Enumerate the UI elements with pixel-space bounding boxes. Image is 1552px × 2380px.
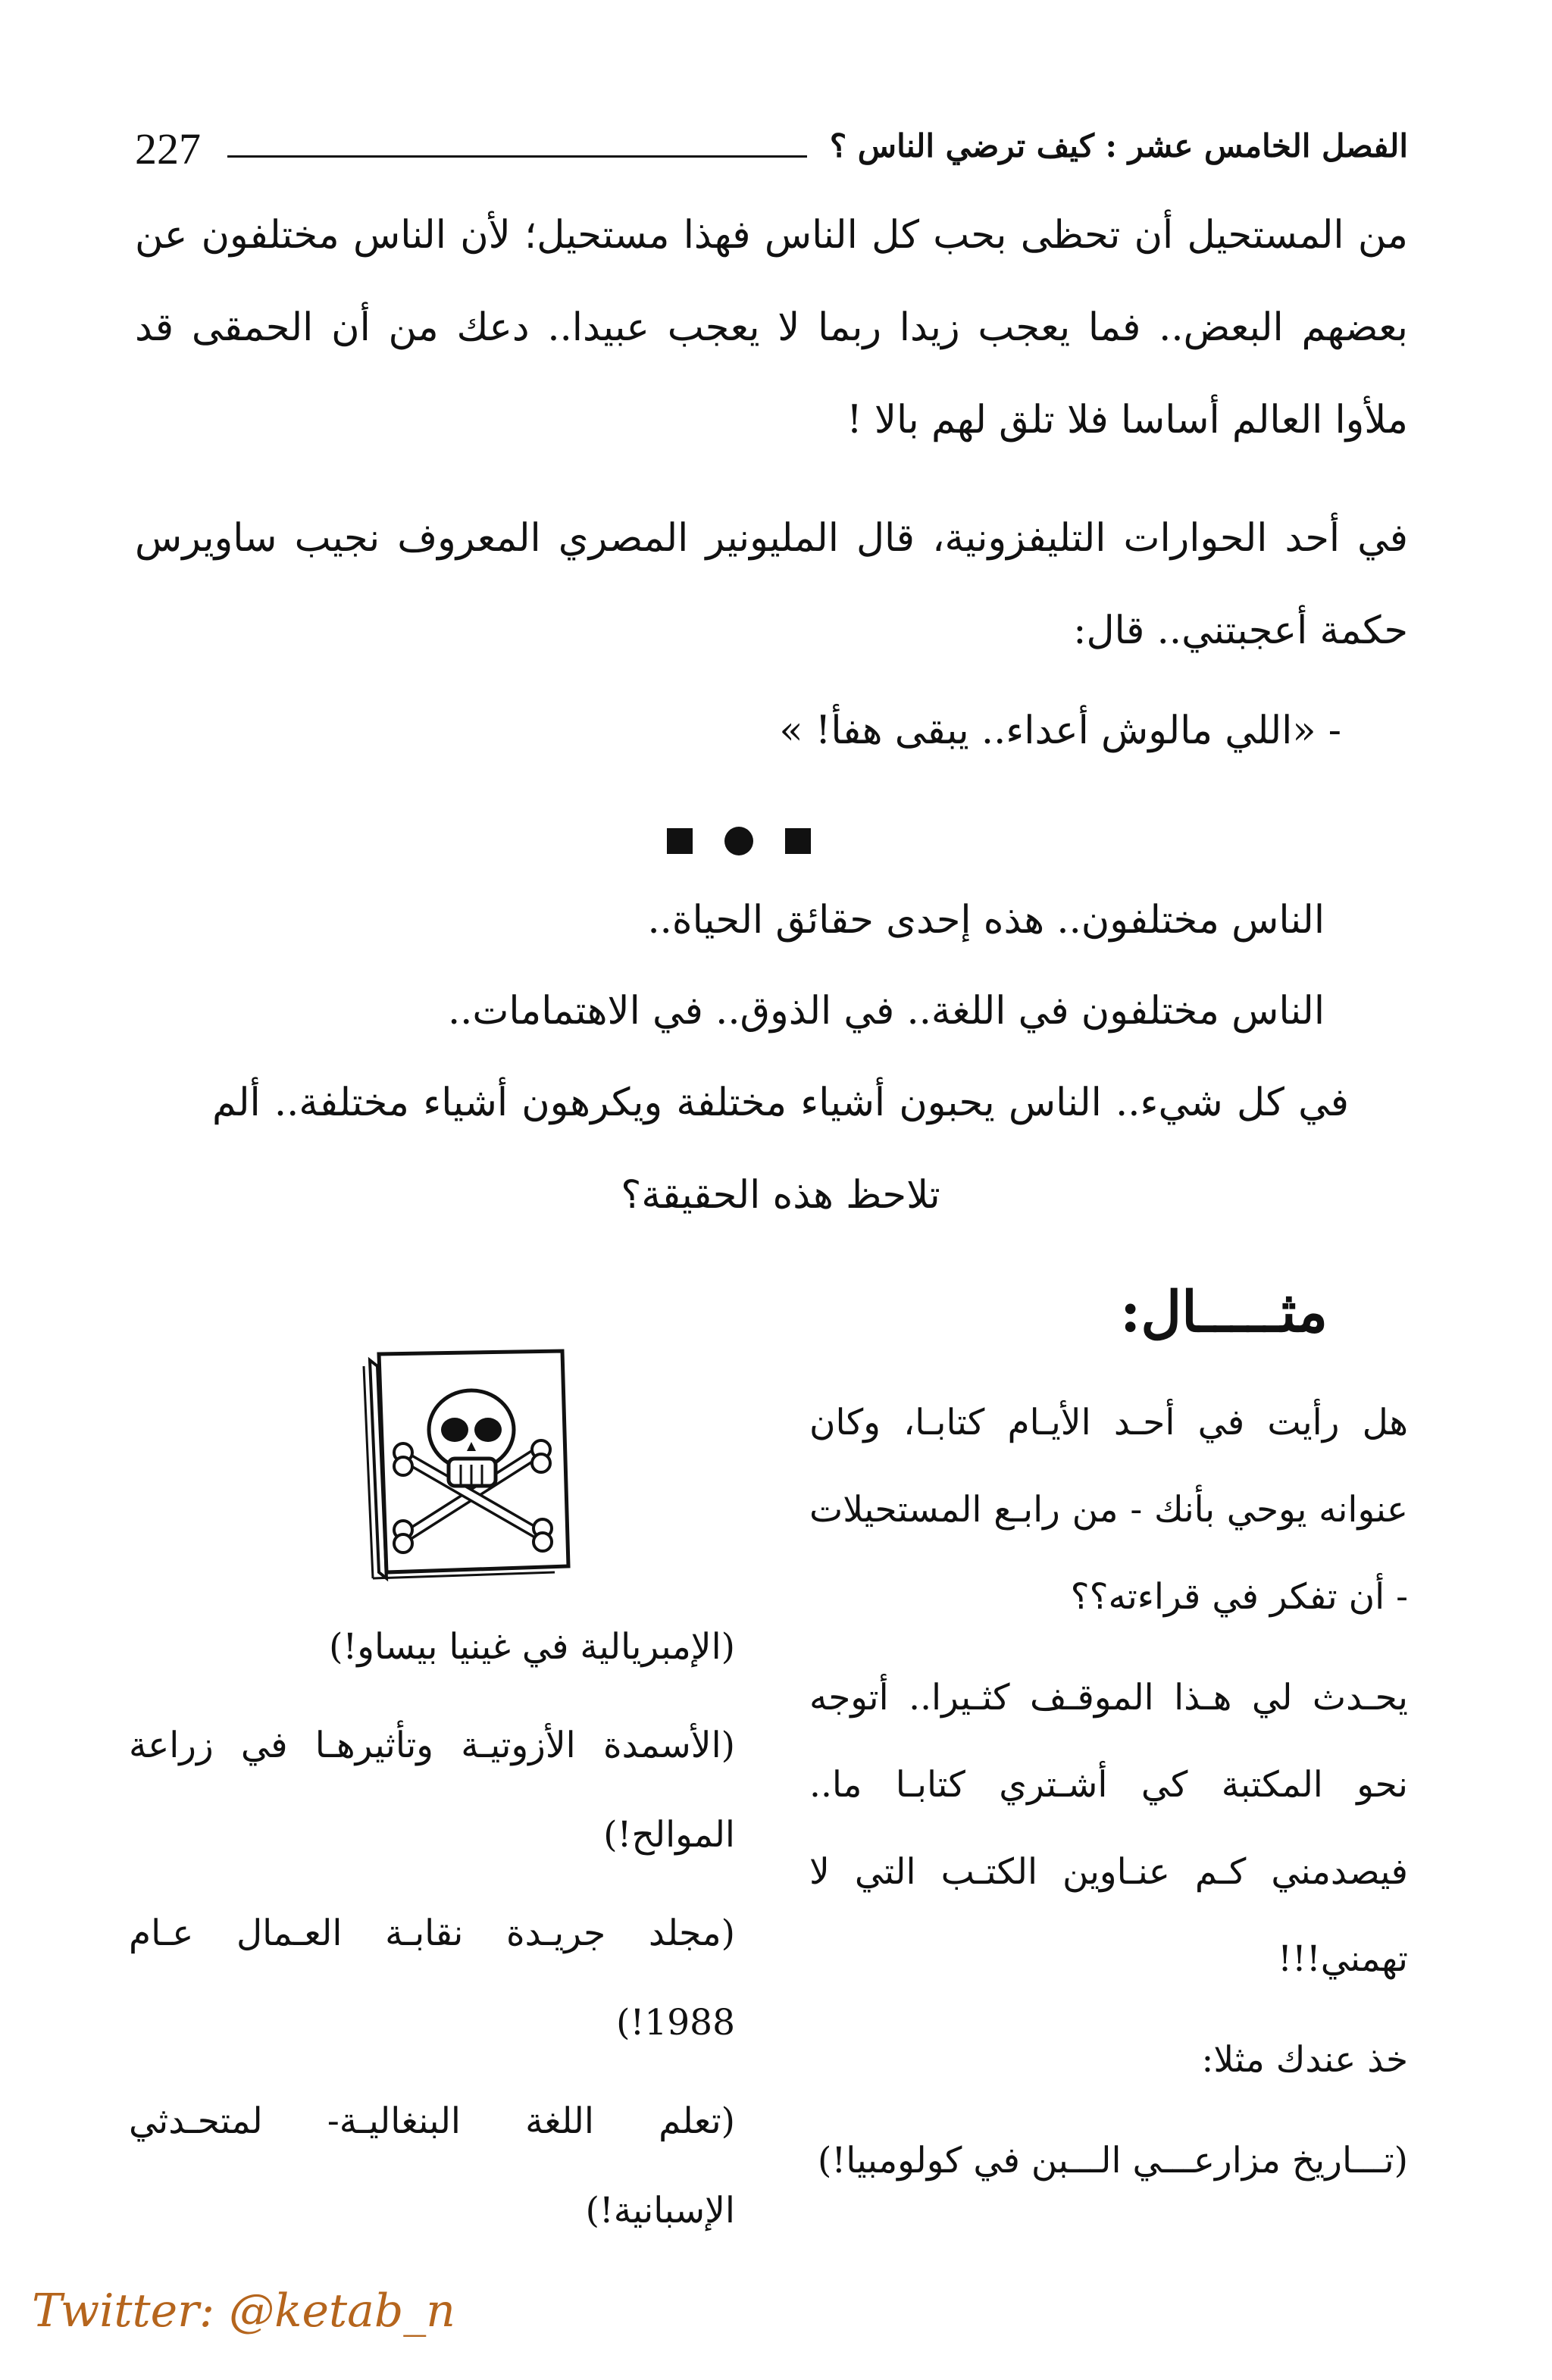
paragraph-5: في كل شيء.. الناس يحبون أشياء مختلفة ويكرهون أشياء مختلفة.. ألم تلاحظ هذه الحقيقة؟ xyxy=(212,1081,1349,1218)
example-right-column xyxy=(809,1379,1408,2218)
skull-crossbones-book-icon xyxy=(356,1345,576,1595)
section-ornament xyxy=(667,815,811,868)
example-paragraph: هل رأيت في أحـد الأيـام كتابـا، وكان عنوانه يوحي بأنك - من رابـع المستحيلات - أن تفكر في قراءته؟؟ xyxy=(809,1402,1408,1618)
page-number: 227 xyxy=(135,124,201,174)
ornament-circle-icon xyxy=(724,827,753,855)
example-heading: مثـــــال: xyxy=(1120,1280,1328,1345)
paragraph-2: في أحد الحوارات التليفزونية، قال المليونير المصري المعروف نجيب ساويرس حكمة أعجبتني.. قال: xyxy=(135,516,1408,653)
book-title-example: (تعلم اللغة البنغاليـة- لمتحـدثي الإسبانية!) xyxy=(129,2100,735,2231)
example-left-column xyxy=(129,1603,735,2265)
example-paragraph: (تـــاريخ مزارعـــي الـــبن في كولومبيا!) xyxy=(818,2140,1408,2181)
paragraph-1: من المستحيل أن تحظى بحب كل الناس فهذا مستحيل؛ لأن الناس مختلفون عن بعضهم البعض.. فما يعجب زيدا ربما لا يعجب عبيدا.. دعك من أن الحمقى قد ملأوا العالم أساسا فلا تلق لهم بالا ! xyxy=(135,213,1408,443)
quote: - «اللي مالوش أعداء.. يبقى هفأ! » xyxy=(779,708,1341,753)
paragraph-3: الناس مختلفون.. هذه إحدى حقائق الحياة.. xyxy=(647,898,1325,943)
example-paragraph: خذ عندك مثلا: xyxy=(1201,2039,1408,2081)
header-rule xyxy=(227,155,807,158)
book-title-example: (الأسمدة الأزوتيـة وتأثيرهـا في زراعة الموالح!) xyxy=(129,1725,735,1856)
running-head: الفصل الخامس عشر : كيف ترضي الناس ؟ xyxy=(829,127,1408,164)
paragraph-4: الناس مختلفون في اللغة.. في الذوق.. في الاهتمامات.. xyxy=(447,989,1325,1034)
ornament-square-icon xyxy=(785,828,811,854)
example-paragraph: يحـدث لي هـذا الموقـف كثـيرا.. أتوجه نحو المكتبة كي أشـتري كتابـا ما.. فيصدمني كـم عنـاوين الكتـب التي لا تهمني!!! xyxy=(809,1677,1408,1980)
book-title-example: (مجلد جريـدة نقابـة العـمال عـام 1988!) xyxy=(129,1912,735,2044)
book-title-example: (الإمبريالية في غينيا بيساو!) xyxy=(329,1626,735,1668)
twitter-credit: Twitter: @ketab_n xyxy=(32,2285,455,2338)
ornament-square-icon xyxy=(667,828,693,854)
